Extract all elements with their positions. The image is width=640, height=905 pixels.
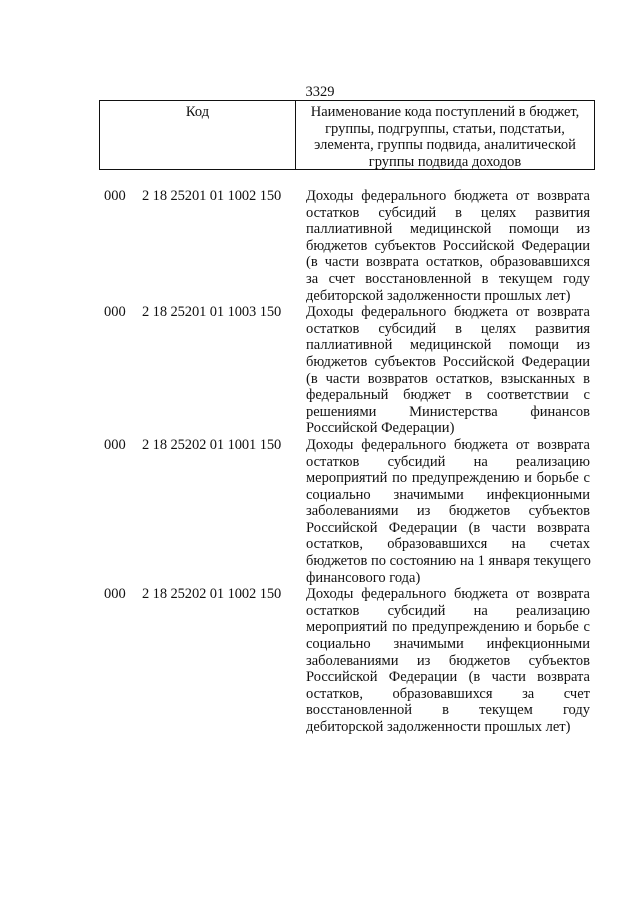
description-line: остатков субсидий на реализацию [306,602,590,619]
description-line: социально значимыми инфекционными [306,486,590,503]
page-number: 3329 [305,84,335,100]
table-row [0,586,640,735]
header-code-label: Код [100,101,296,169]
row-prefix: 000 [104,188,126,204]
description-line: остатков субсидий в целях развития [306,204,590,221]
description-line: остатков, образовавшихся на счетах [306,536,590,553]
table-body [0,188,640,736]
row-prefix: 000 [104,436,126,453]
description-line: заболеваниями из бюджетов субъектов [306,652,590,669]
description-line: дебиторской задолженности прошлых лет) [306,719,571,735]
description-line: дебиторской задолженности прошлых лет) [306,287,571,304]
description-line: остатков, образовавшихся за счет [306,685,590,702]
description-line: Доходы федерального бюджета от возврата [306,436,590,453]
description-line: Доходы федерального бюджета от возврата [306,586,590,603]
header-name-label: Наименование кода поступлений в бюджет, группы, подгруппы, статьи, подстатьи, элемента, группы подвида, аналитической группы подвида доходов [310,104,580,170]
description-line: паллиативной медицинской помощи из [306,337,590,354]
table-header [99,100,595,170]
description-line: бюджетов субъектов Российской Федерации [306,237,590,254]
row-prefix: 000 [104,586,126,603]
description-line: за счет восстановленной в текущем году [306,270,590,287]
row-description [306,304,590,437]
description-line: остатков субсидий в целях развития [306,320,590,337]
description-line: социально значимыми инфекционными [306,636,590,653]
description-line: федеральный бюджет в соответствии с [306,387,590,404]
row-code: 2 18 25202 01 1002 150 [142,586,282,603]
description-line: Доходы федерального бюджета от возврата [306,188,590,204]
description-line: Российской Федерации) [306,420,455,437]
description-line: (в части возвратов остатков, взысканных в [306,370,590,387]
description-line: мероприятий по предупреждению и борьбе с [306,470,590,487]
description-line: заболеваниями из бюджетов субъектов [306,503,590,520]
row-code: 2 18 25201 01 1002 150 [142,188,282,204]
description-line: бюджетов по состоянию на 1 января текущего [306,553,591,570]
row-description [306,586,590,735]
row-code: 2 18 25201 01 1003 150 [142,304,282,321]
description-line: бюджетов субъектов Российской Федерации [306,353,590,370]
table-row [0,304,640,437]
row-code: 2 18 25202 01 1001 150 [142,436,282,453]
table-row [0,437,640,586]
description-line: Российской Федерации (в части возврата [306,519,590,536]
table-row [0,188,640,304]
description-line: остатков субсидий на реализацию [306,453,590,470]
description-line: паллиативной медицинской помощи из [306,221,590,238]
description-line: Российской Федерации (в части возврата [306,669,590,686]
description-line: финансового года) [306,569,421,586]
row-description [306,188,590,304]
description-line: восстановленной в текущем году [306,702,590,719]
description-line: Доходы федерального бюджета от возврата [306,304,590,321]
description-line: решениями Министерства финансов [306,403,590,420]
description-line: (в части возврата остатков, образовавшихся [306,254,590,271]
row-description [306,437,590,586]
row-prefix: 000 [104,304,126,321]
description-line: мероприятий по предупреждению и борьбе с [306,619,590,636]
